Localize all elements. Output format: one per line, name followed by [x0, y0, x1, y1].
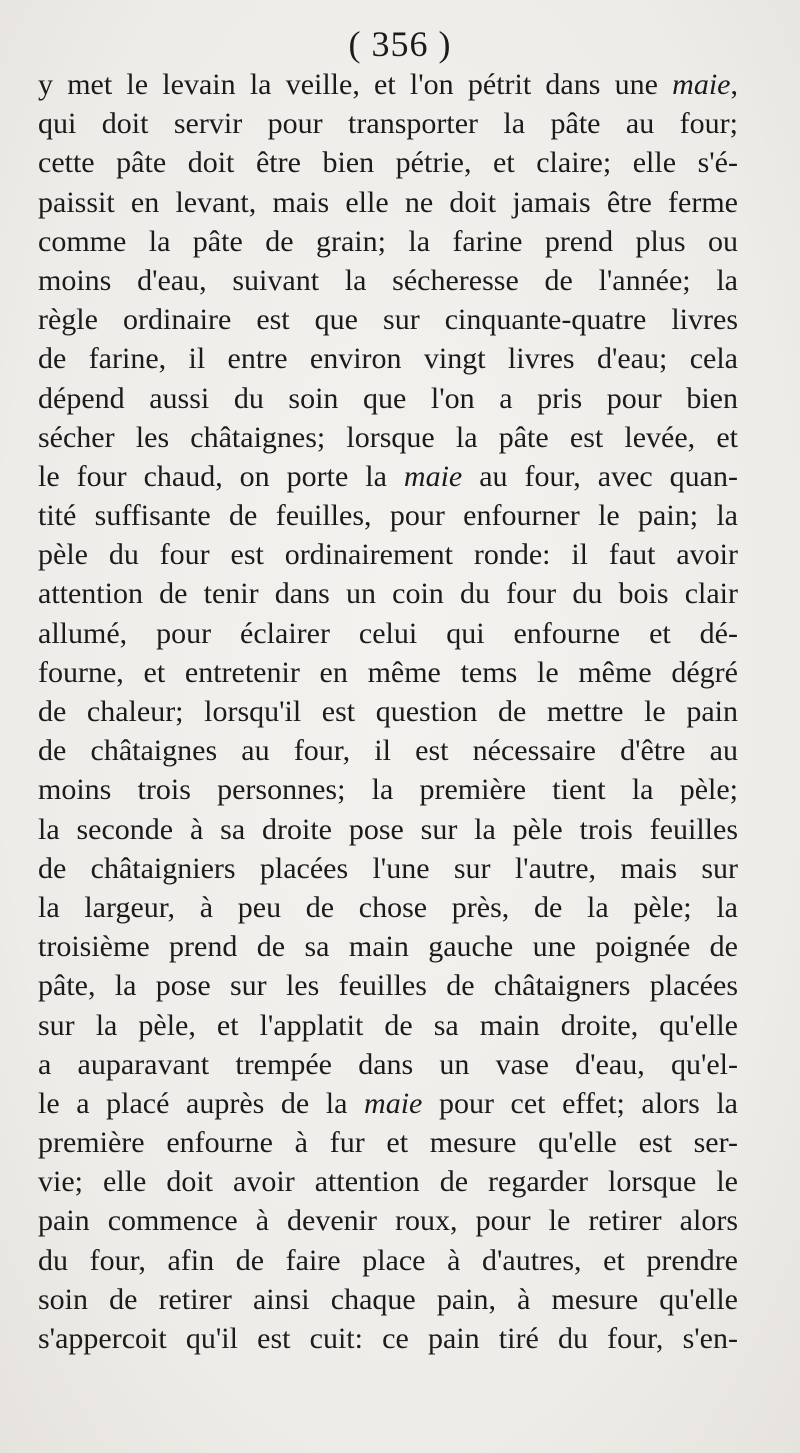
- text-run: au four, avec quan-: [462, 459, 738, 493]
- text-run: moins d'eau, suivant la sécheresse de l'année; la: [38, 263, 738, 297]
- text-run: soin de retirer ainsi chaque pain, à mesure qu'elle: [38, 1282, 738, 1316]
- text-run: paissit en levant, mais elle ne doit jamais être ferme: [38, 185, 738, 219]
- text-run: pain commence à devenir roux, pour le retirer alors: [38, 1204, 738, 1238]
- text-line: [38, 1280, 738, 1319]
- text-line: [38, 574, 738, 613]
- text-line: [38, 535, 738, 574]
- text-line: [38, 418, 738, 457]
- text-run: de chaleur; lorsqu'il est question de mettre le pain: [38, 695, 738, 728]
- text-line: [38, 104, 738, 143]
- text-run: fourne, et entretenir en même tems le même dégré: [38, 655, 738, 689]
- text-line: [38, 810, 738, 849]
- text-line: [38, 1084, 738, 1123]
- text-line: [38, 261, 738, 300]
- text-line: [38, 1006, 738, 1045]
- text-line: [38, 1162, 738, 1201]
- text-run: moins trois personnes; la première tient la pèle;: [38, 773, 738, 807]
- text-run: première enfourne à fur et mesure qu'elle est ser-: [38, 1126, 738, 1160]
- text-run: pèle du four est ordinairement ronde: il faut avoir: [38, 538, 738, 572]
- text-line: [38, 966, 738, 1005]
- text-line: [38, 849, 738, 888]
- text-run: règle ordinaire est que sur cinquante-quatre livres: [38, 303, 738, 337]
- text-run: de châtaigniers placées l'une sur l'autre, mais sur: [38, 851, 738, 885]
- text-run: dépend aussi du soin que l'on a pris pour bien: [38, 381, 738, 415]
- text-line: [38, 1201, 738, 1240]
- page-number: ( 356 ): [348, 24, 452, 64]
- text-run: tité suffisante de feuilles, pour enfourner le pain; la: [38, 499, 738, 533]
- italic-word: maie: [403, 459, 463, 493]
- text-run: cette pâte doit être bien pétrie, et claire; elle s'é-: [38, 146, 738, 180]
- text-line: [38, 222, 738, 261]
- text-run: sécher les châtaignes; lorsque la pâte est levée, et: [38, 420, 738, 454]
- italic-word: maie: [364, 1086, 423, 1120]
- text-line: [38, 731, 738, 770]
- text-line: [38, 614, 738, 653]
- text-run: troisième prend de sa main gauche une poignée de: [38, 930, 738, 964]
- text-run: s'appercoit qu'il est cuit: ce pain tiré du four, s'en-: [38, 1322, 738, 1355]
- text-run: pâte, la pose sur les feuilles de châtaigners placées: [38, 969, 738, 1003]
- text-line: [38, 300, 738, 339]
- text-run: la largeur, à peu de chose près, de la pèle; la: [38, 890, 738, 924]
- text-line: [38, 770, 738, 809]
- text-line: [38, 457, 738, 496]
- text-run: du four, afin de faire place à d'autres, et prendre: [38, 1243, 738, 1277]
- text-line: [38, 927, 738, 966]
- body-text: [38, 65, 738, 1358]
- text-line: [38, 692, 738, 731]
- text-run: ,: [730, 68, 738, 101]
- text-run: qui doit servir pour transporter la pâte au four;: [38, 107, 738, 141]
- text-line: [38, 1241, 738, 1280]
- text-run: comme la pâte de grain; la farine prend plus ou: [38, 224, 738, 258]
- text-line: [38, 1045, 738, 1084]
- text-line: [38, 339, 738, 378]
- text-line: [38, 183, 738, 222]
- text-run: le four chaud, on porte la: [38, 459, 404, 493]
- text-line: [38, 1123, 738, 1162]
- text-run: attention de tenir dans un coin du four du bois clair: [38, 577, 738, 611]
- text-run: la seconde à sa droite pose sur la pèle trois feuilles: [38, 812, 738, 846]
- text-run: de farine, il entre environ vingt livres d'eau; cela: [38, 342, 738, 376]
- text-line: [38, 143, 738, 182]
- text-line: [38, 65, 738, 104]
- italic-word: maie: [672, 68, 731, 101]
- text-run: a auparavant trempée dans un vase d'eau, qu'el-: [38, 1047, 738, 1081]
- text-line: [38, 653, 738, 692]
- text-line: [38, 496, 738, 535]
- text-line: [38, 1319, 738, 1358]
- text-run: sur la pèle, et l'applatit de sa main droite, qu'elle: [38, 1008, 738, 1042]
- text-line: [38, 888, 738, 927]
- text-run: pour cet effet; alors la: [422, 1086, 738, 1120]
- text-run: vie; elle doit avoir attention de regarder lorsque le: [38, 1165, 738, 1199]
- text-run: allumé, pour éclairer celui qui enfourne et dé-: [38, 616, 738, 650]
- text-run: y met le levain la veille, et l'on pétrit dans une: [38, 68, 673, 101]
- text-run: de châtaignes au four, il est nécessaire d'être au: [38, 734, 738, 768]
- text-line: [38, 379, 738, 418]
- text-run: le a placé auprès de la: [38, 1086, 365, 1120]
